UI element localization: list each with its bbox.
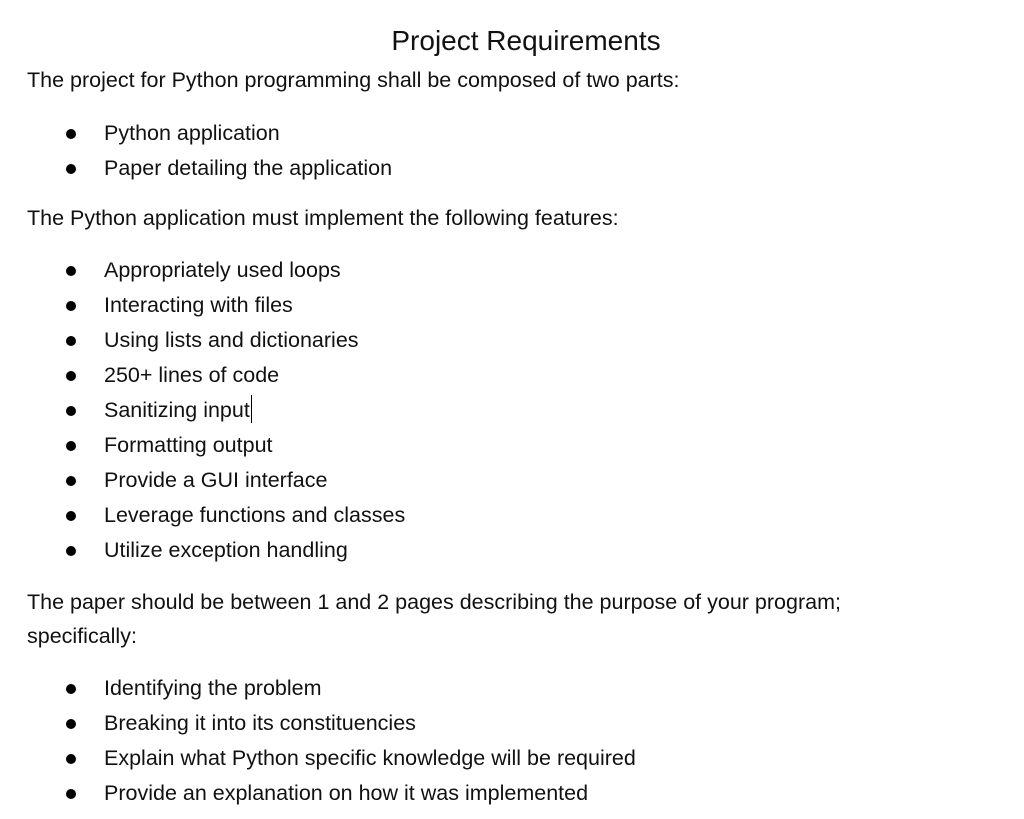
list-item bbox=[0, 116, 1000, 151]
bullet-icon bbox=[66, 266, 76, 276]
list-item-text: Leverage functions and classes bbox=[104, 503, 406, 527]
list-item bbox=[0, 323, 1000, 358]
bullet-icon bbox=[66, 789, 76, 799]
bullet-icon bbox=[66, 406, 76, 416]
paper-intro-line-2: specifically: bbox=[27, 624, 137, 648]
list-item bbox=[0, 706, 1000, 741]
paper-items-list bbox=[0, 671, 1000, 811]
features-intro-paragraph: The Python application must implement the following features: bbox=[27, 206, 619, 230]
list-item bbox=[0, 358, 1000, 393]
list-item-text: Formatting output bbox=[104, 433, 273, 457]
list-item bbox=[0, 671, 1000, 706]
list-item-text: Breaking it into its constituencies bbox=[104, 711, 416, 735]
list-item-text: Identifying the problem bbox=[104, 676, 322, 700]
bullet-icon bbox=[66, 511, 76, 521]
list-item-text: Using lists and dictionaries bbox=[104, 328, 359, 352]
bullet-icon bbox=[66, 129, 76, 139]
list-item bbox=[0, 428, 1000, 463]
bullet-icon bbox=[66, 441, 76, 451]
list-item-text: Sanitizing input bbox=[104, 398, 250, 422]
list-item-text: Python application bbox=[104, 121, 280, 145]
list-item-text: Interacting with files bbox=[104, 293, 293, 317]
list-item bbox=[0, 498, 1000, 533]
list-item bbox=[0, 288, 1000, 323]
bullet-icon bbox=[66, 301, 76, 311]
list-item bbox=[0, 533, 1000, 568]
list-item-text: Explain what Python specific knowledge will be required bbox=[104, 746, 636, 770]
bullet-icon bbox=[66, 719, 76, 729]
list-item bbox=[0, 393, 1000, 428]
list-item-text: Utilize exception handling bbox=[104, 538, 348, 562]
bullet-icon bbox=[66, 684, 76, 694]
bullet-icon bbox=[66, 371, 76, 381]
list-item bbox=[0, 151, 1000, 186]
list-item bbox=[0, 253, 1000, 288]
bullet-icon bbox=[66, 336, 76, 346]
list-item-text: Paper detailing the application bbox=[104, 156, 393, 180]
bullet-icon bbox=[66, 476, 76, 486]
list-item bbox=[0, 776, 1000, 811]
list-item bbox=[0, 463, 1000, 498]
parts-list bbox=[0, 116, 1000, 186]
text-cursor-caret bbox=[251, 395, 252, 423]
document-title: Project Requirements bbox=[391, 25, 661, 56]
list-item-text: Provide a GUI interface bbox=[104, 468, 328, 492]
bullet-icon bbox=[66, 546, 76, 556]
paper-intro-line-1: The paper should be between 1 and 2 pages describing the purpose of your program; bbox=[27, 590, 841, 614]
features-list bbox=[0, 253, 1000, 568]
bullet-icon bbox=[66, 164, 76, 174]
list-item-text: 250+ lines of code bbox=[104, 363, 280, 387]
list-item-text: Provide an explanation on how it was implemented bbox=[104, 781, 589, 805]
intro-paragraph: The project for Python programming shall be composed of two parts: bbox=[27, 68, 680, 92]
bullet-icon bbox=[66, 754, 76, 764]
list-item-text-with-caret[interactable] bbox=[104, 393, 252, 428]
list-item bbox=[0, 741, 1000, 776]
list-item-text: Appropriately used loops bbox=[104, 258, 341, 282]
